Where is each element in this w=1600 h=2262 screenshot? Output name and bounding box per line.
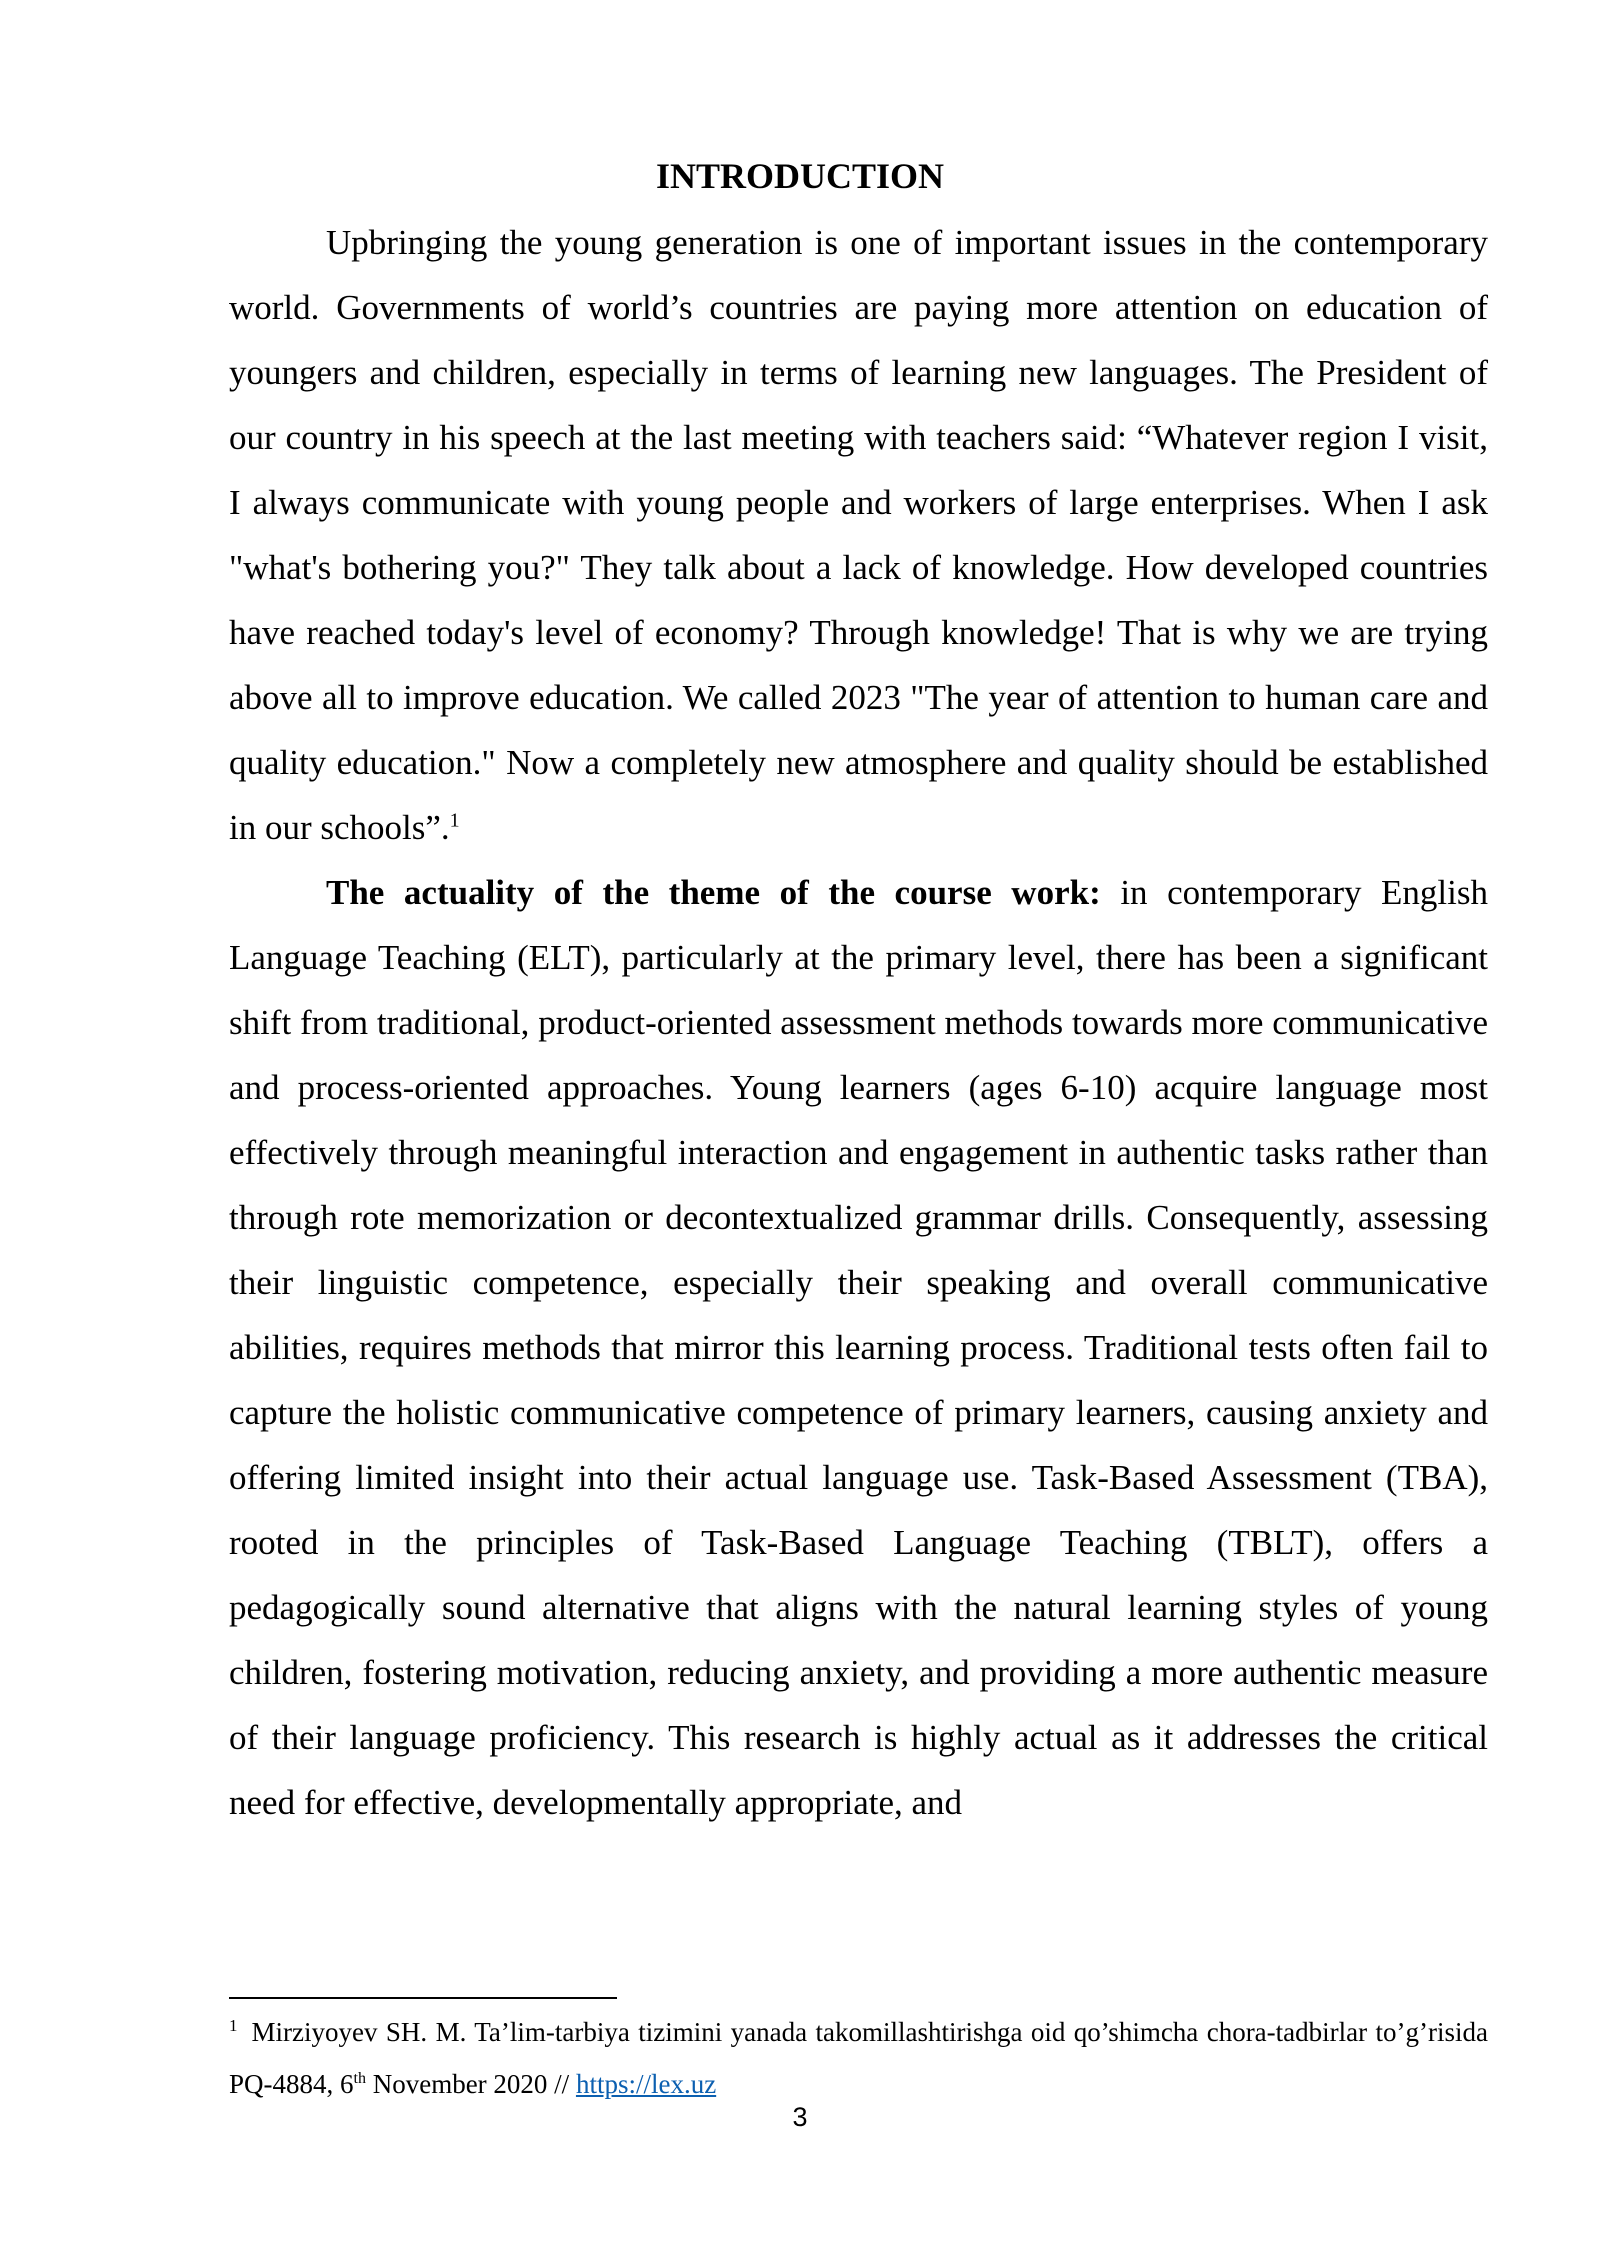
paragraph-intro-text: Upbringing the young generation is one of important issues in the contemporary world. Governments of world’s countries are paying more attention on education of youngers and children, especially in terms of learning new languages. The President of our country in his speech at the last meeting with teachers said: “Whatever region I visit, I always communicate with young people and workers of large enterprises. When I ask "what's bothering you?" They talk about a lack of knowledge. How developed countries have reached today's level of economy? Through knowledge! That is why we are trying above all to improve education. We called 2023 "The year of attention to human care and quality education." Now a completely new atmosphere and quality should be established in our schools”. <box>229 223 1488 847</box>
footnote <box>229 2006 1488 2110</box>
footnote-text-date: November 2020 // <box>365 2069 576 2099</box>
paragraph-actuality <box>229 860 1488 1835</box>
paragraph-actuality-lead: The actuality of the theme of the course work: <box>326 873 1101 912</box>
footnote-text: Mirziyoyev SH. M. Ta’lim-tarbiya tizimini yanada takomillashtirishga oid qo’shimcha chora-tadbirlar to’g’risida PQ-4884, 6 <box>229 2017 1488 2099</box>
body-text <box>229 210 1488 1835</box>
footnote-link[interactable]: https://lex.uz <box>575 2069 717 2099</box>
footnote-ordinal-suffix: th <box>353 2070 366 2087</box>
page-number: 3 <box>792 2102 808 2132</box>
paragraph-intro <box>229 210 1488 860</box>
footnote-mark: 1 <box>229 2016 238 2035</box>
section-heading: INTRODUCTION <box>655 156 945 196</box>
footnote-reference[interactable]: 1 <box>449 809 460 832</box>
paragraph-actuality-text: in contemporary English Language Teaching (ELT), particularly at the primary level, there has been a significant shift from traditional, product-oriented assessment methods towards more communicative and process-oriented approaches. Young learners (ages 6-10) acquire language most effectively through meaningful interaction and engagement in authentic tasks rather than through rote memorization or decontextualized grammar drills. Consequently, assessing their linguistic competence, especially their speaking and overall communicative abilities, requires methods that mirror this learning process. Traditional tests often fail to capture the holistic communicative competence of primary learners, causing anxiety and offering limited insight into their actual language use. Task-Based Assessment (TBA), rooted in the principles of Task-Based Language Teaching (TBLT), offers a pedagogically sound alternative that aligns with the natural learning styles of young children, fostering motivation, reducing anxiety, and providing a more authentic measure of their language proficiency. This research is highly actual as it addresses the critical need for effective, developmentally appropriate, and <box>229 873 1488 1822</box>
footnote-separator <box>229 1997 617 1999</box>
